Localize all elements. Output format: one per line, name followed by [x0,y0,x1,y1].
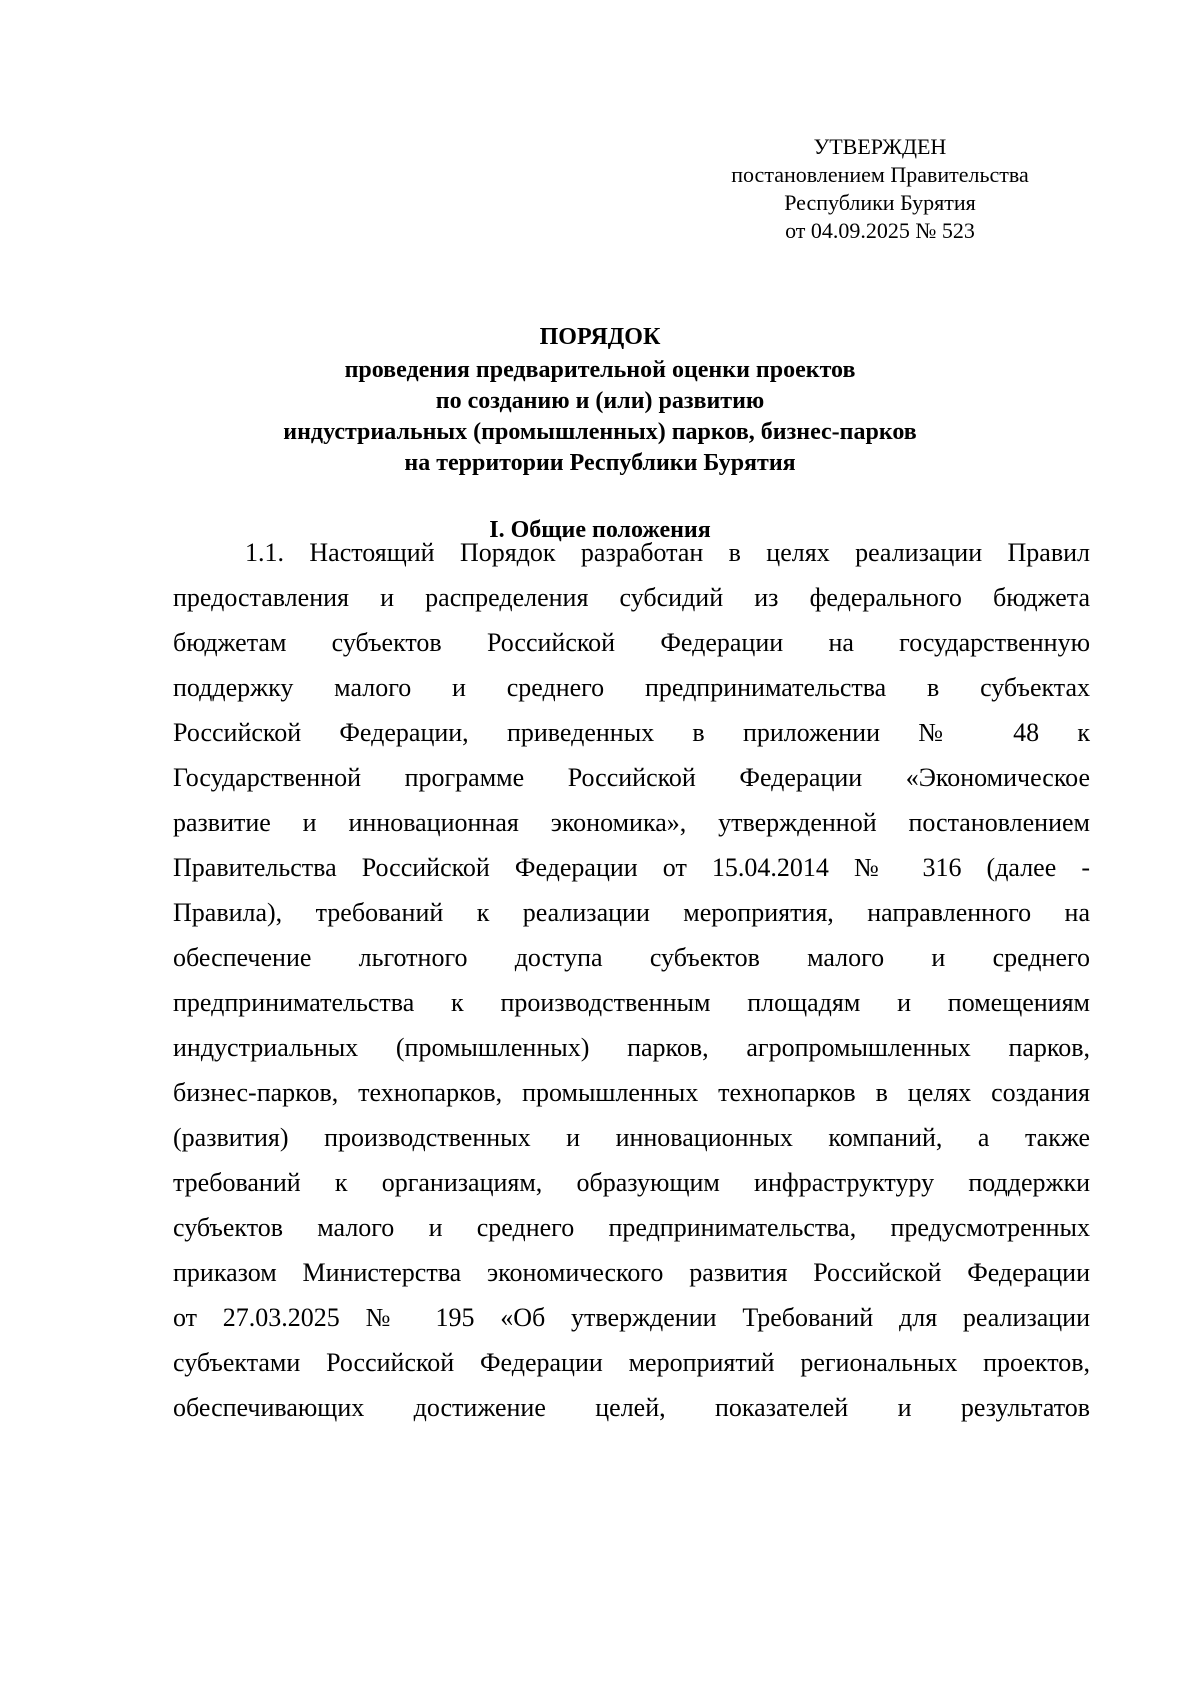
paragraph-line: субъектами Российской Федерации мероприятий региональных проектов, [173,1348,1090,1377]
paragraph-line: (развития) производственных и инновационных компаний, а также [173,1123,1090,1152]
paragraph-line: Правила), требований к реализации мероприятия, направленного на [173,898,1090,927]
paragraph-line: индустриальных (промышленных) парков, агропромышленных парков, [173,1033,1090,1062]
paragraph-line: Правительства Российской Федерации от 15.04.2014 № 316 (далее - [173,853,1090,882]
subtitle-line: проведения предварительной оценки проектов [344,357,856,383]
paragraph-line: предоставления и распределения субсидий из федерального бюджета [173,583,1090,612]
paragraph-line: Государственной программе Российской Федерации «Экономическое [173,763,1090,792]
document-subtitle [130,355,1070,479]
paragraph-line: от 27.03.2025 № 195 «Об утверждении Требований для реализации [173,1303,1090,1332]
subtitle-line: по созданию и (или) развитию [435,388,765,414]
paragraph-line: развитие и инновационная экономика», утвержденной постановлением [173,808,1090,837]
paragraph-line: 1.1. Настоящий Порядок разработан в целях реализации Правил [245,538,1090,567]
approval-line-date-number: от 04.09.2025 № 523 [785,218,975,243]
subtitle-line: индустриальных (промышленных) парков, бизнес-парков [283,419,917,445]
paragraph-line: обеспечивающих достижение целей, показателей и результатов [173,1393,1090,1422]
paragraph-line: предпринимательства к производственным площадям и помещениям [173,988,1090,1017]
paragraph-line: бюджетам субъектов Российской Федерации на государственную [173,628,1090,657]
approval-line-approved: УТВЕРЖДЕН [813,134,947,159]
approval-stamp [680,133,1080,245]
paragraph-line: субъектов малого и среднего предпринимательства, предусмотренных [173,1213,1090,1242]
subtitle-line: на территории Республики Бурятия [404,450,796,476]
section-heading: I. Общие положения [489,517,711,543]
document-title: ПОРЯДОК [539,324,661,350]
paragraph-line: обеспечение льготного доступа субъектов малого и среднего [173,943,1090,972]
paragraph-line: требований к организациям, образующим инфраструктуру поддержки [173,1168,1090,1197]
approval-line-resolution: постановлением Правительства [731,162,1029,187]
paragraph-line: Российской Федерации, приведенных в приложении № 48 к [173,718,1090,747]
paragraph-line: бизнес-парков, технопарков, промышленных технопарков в целях создания [173,1078,1090,1107]
approval-line-republic: Республики Бурятия [784,190,976,215]
paragraph-line: приказом Министерства экономического развития Российской Федерации [173,1258,1090,1287]
paragraph-line: поддержку малого и среднего предпринимательства в субъектах [173,673,1090,702]
